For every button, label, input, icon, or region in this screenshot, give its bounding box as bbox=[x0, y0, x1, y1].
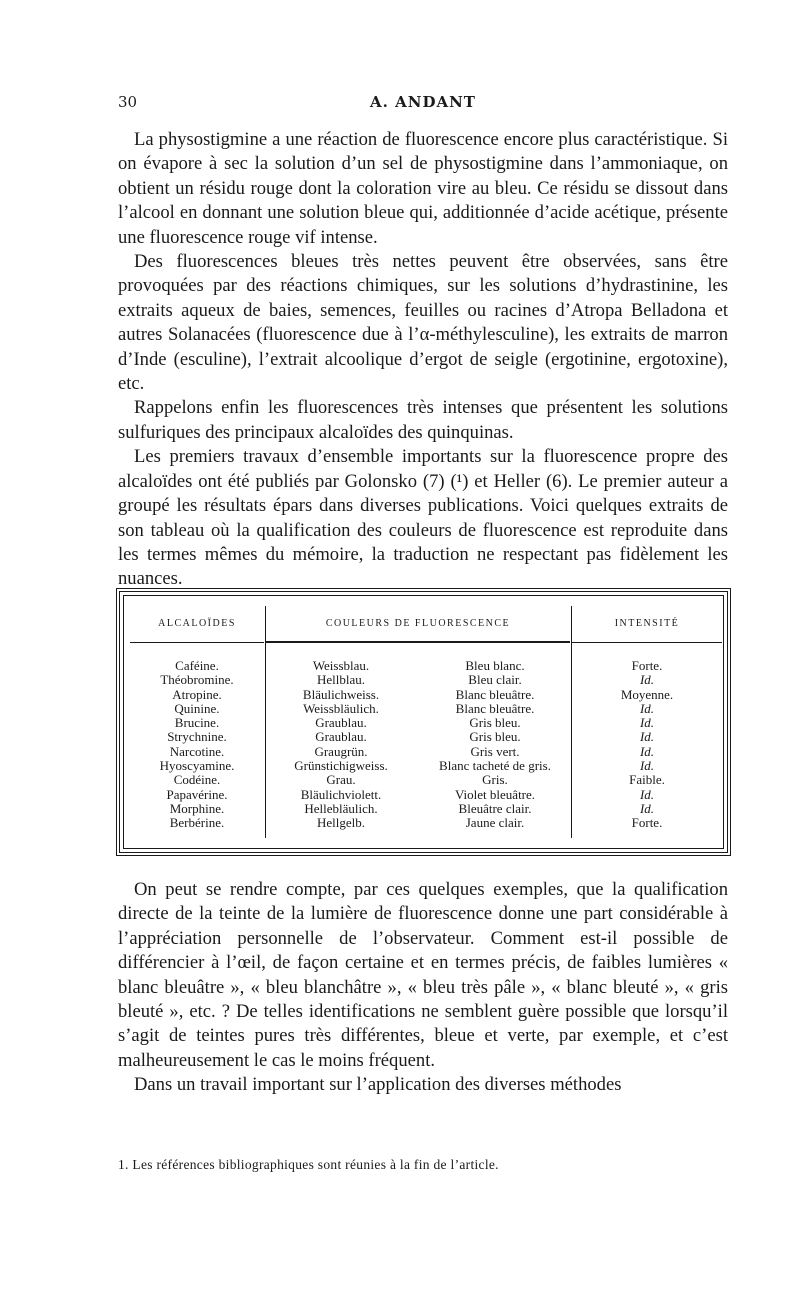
alkaloid-cell: Morphine. bbox=[169, 800, 225, 816]
alkaloid-cell: Quinine. bbox=[174, 700, 220, 716]
alkaloid-cell: Strychnine. bbox=[167, 729, 227, 745]
paragraph: On peut se rendre compte, par ces quelques exemples, que la qualification directe de la teinte de la lumière de fluorescence donne une part considérable à l’appréciation personnelle de l’observateur. Comment est-il possible de différencier à l’œil, de façon certaine et en termes précis, de faibles lumières « blanc bleuâtre », « bleu blanchâtre », « bleu très pâle », « blanc bleuté », « gris bleuté », etc. ? De telles identifications ne semblent guère possible que lorsqu’il s’agit de teintes pures très différentes, bleue et verte, par exemple, et c’est malheureusement le cas le moins fréquent. bbox=[118, 879, 728, 1071]
alkaloid-cell: Narcotine. bbox=[169, 743, 225, 759]
german-color-cell: Hellblau. bbox=[316, 672, 365, 688]
intensity-cell: Id. bbox=[639, 700, 655, 716]
paragraph: Dans un travail important sur l’application des diverses méthodes bbox=[134, 1074, 622, 1096]
table-row bbox=[124, 659, 723, 673]
header-alkaloids: ALCALOÏDES bbox=[158, 618, 236, 629]
table-row bbox=[124, 730, 723, 744]
french-color-cell: Gris vert. bbox=[470, 743, 520, 759]
paragraph: La physostigmine a une réaction de fluorescence encore plus caractéristique. Si on évapore à sec la solution d’un sel de physostigmine dans l’ammoniaque, on obtient un résidu rouge dont la coloration vire au bleu. Ce résidu se dissout dans l’alcool en donnant une solution bleue qui, additionnée d’acide acétique, présente une fluorescence rouge vif intense. bbox=[118, 129, 728, 248]
table-row bbox=[124, 702, 723, 716]
table-row bbox=[124, 688, 723, 702]
german-color-cell: Hellebläulich. bbox=[304, 800, 378, 816]
paragraph: Les premiers travaux d’ensemble importants sur la fluorescence propre des alcaloïdes ont été publiés par Golonsko (7) (¹) et Heller (6). Le premier auteur a groupé les résultats épars dans diverses publications. Voici quelques extraits de son tableau où la qualification des couleurs de fluorescence est reproduite dans les termes mêmes du mémoire, la traduction ne respectant pas fidèlement les nuances. bbox=[118, 446, 728, 590]
french-color-cell: Blanc bleuâtre. bbox=[455, 700, 535, 716]
table-row bbox=[124, 759, 723, 773]
header-rule bbox=[266, 641, 570, 643]
header-colors: COULEURS DE FLUORESCENCE bbox=[325, 618, 511, 629]
alkaloid-cell: Brucine. bbox=[174, 715, 220, 731]
french-color-cell: Bleu clair. bbox=[468, 672, 522, 688]
intensity-cell: Id. bbox=[639, 715, 655, 731]
table-row bbox=[124, 745, 723, 759]
table-row bbox=[124, 816, 723, 830]
table-row bbox=[124, 802, 723, 816]
french-color-cell: Blanc tacheté de gris. bbox=[439, 758, 551, 774]
french-color-cell: Blanc bleuâtre. bbox=[455, 686, 535, 702]
intensity-cell: Faible. bbox=[629, 772, 665, 788]
german-color-cell: Grau. bbox=[326, 772, 356, 788]
alkaloid-cell: Atropine. bbox=[172, 686, 222, 702]
german-color-cell: Graugrün. bbox=[314, 743, 368, 759]
alkaloid-cell: Hyoscyamine. bbox=[159, 758, 235, 774]
german-color-cell: Hellgelb. bbox=[316, 815, 365, 831]
alkaloid-cell: Caféine. bbox=[175, 658, 219, 673]
german-color-cell: Bläulichviolett. bbox=[300, 786, 382, 802]
body-text-bottom bbox=[118, 878, 728, 1098]
paragraph: Rappelons enfin les fluorescences très intenses que présentent les solutions sulfuriques des principaux alcaloïdes des quinquinas. bbox=[118, 397, 728, 443]
table-body bbox=[124, 659, 723, 831]
alkaloid-cell: Codéine. bbox=[173, 772, 221, 788]
page-number: 30 bbox=[118, 93, 138, 111]
french-color-cell: Gris bleu. bbox=[469, 729, 521, 745]
table-row bbox=[124, 673, 723, 687]
paragraph: Des fluorescences bleues très nettes peuvent être observées, sans être provoquées par des réactions chimiques, sur les solutions d’hydrastinine, les extraits aqueux de baies, semences, feuilles ou racines d’Atropa Belladona et autres Solanacées (fluorescence due à l’α-méthylesculine), les extraits de marron d’Inde (esculine), l’extrait alcoolique d’ergot de seigle (ergotinine, ergotoxine), etc. bbox=[118, 251, 728, 395]
german-color-cell: Bläulichweiss. bbox=[302, 686, 380, 702]
german-color-cell: Grünstichigweiss. bbox=[294, 758, 388, 774]
header-rule bbox=[572, 642, 722, 643]
intensity-cell: Id. bbox=[639, 758, 655, 774]
german-color-cell: Weissbläulich. bbox=[303, 700, 379, 716]
intensity-cell: Id. bbox=[639, 672, 655, 688]
fluorescence-table bbox=[116, 588, 731, 856]
alkaloid-cell: Théobromine. bbox=[160, 672, 234, 688]
footnote: 1. Les références bibliographiques sont réunies à la fin de l’article. bbox=[118, 1157, 499, 1172]
intensity-cell: Forte. bbox=[631, 658, 663, 673]
french-color-cell: Violet bleuâtre. bbox=[454, 786, 536, 802]
intensity-cell: Id. bbox=[639, 800, 655, 816]
header-rule bbox=[130, 642, 264, 643]
french-color-cell: Jaune clair. bbox=[465, 815, 525, 831]
alkaloid-cell: Berbérine. bbox=[169, 815, 225, 831]
table-row bbox=[124, 788, 723, 802]
french-color-cell: Gris bleu. bbox=[469, 715, 521, 731]
alkaloid-cell: Papavérine. bbox=[166, 786, 228, 802]
header-intensity: INTENSITÉ bbox=[614, 618, 680, 629]
german-color-cell: Weissblau. bbox=[312, 658, 370, 673]
table-inner-frame bbox=[123, 595, 724, 849]
intensity-cell: Id. bbox=[639, 729, 655, 745]
intensity-cell: Moyenne. bbox=[620, 686, 674, 702]
table-row bbox=[124, 773, 723, 787]
intensity-cell: Forte. bbox=[631, 815, 663, 831]
intensity-cell: Id. bbox=[639, 743, 655, 759]
running-head: A. ANDANT bbox=[370, 93, 476, 111]
german-color-cell: Graublau. bbox=[315, 729, 367, 745]
french-color-cell: Gris. bbox=[482, 772, 508, 788]
page-header bbox=[118, 93, 728, 115]
french-color-cell: Bleu blanc. bbox=[465, 658, 525, 673]
body-text-top bbox=[118, 128, 728, 592]
table-row bbox=[124, 716, 723, 730]
french-color-cell: Bleuâtre clair. bbox=[458, 800, 532, 816]
intensity-cell: Id. bbox=[639, 786, 655, 802]
german-color-cell: Graublau. bbox=[315, 715, 367, 731]
